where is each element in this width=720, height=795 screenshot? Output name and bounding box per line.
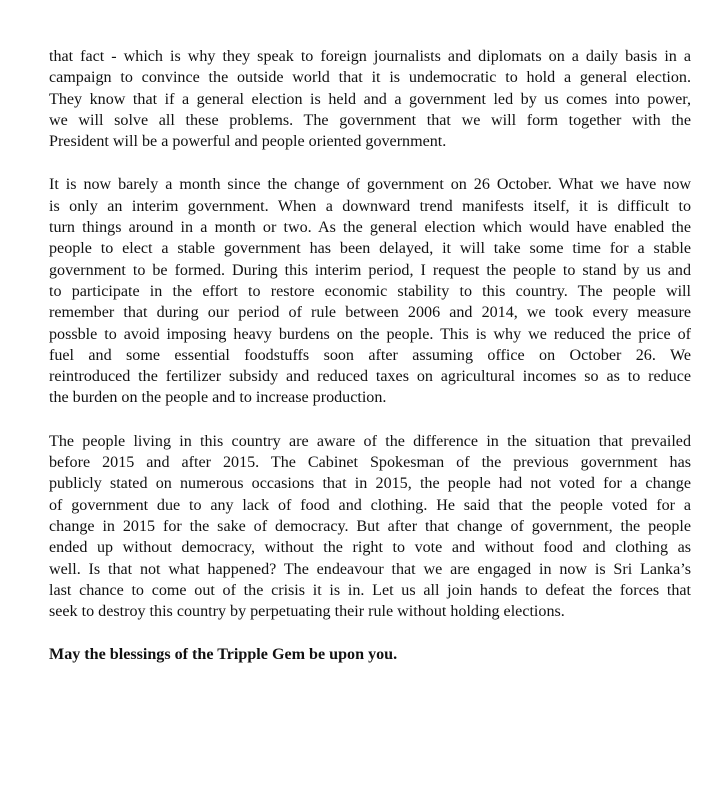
text-line: of government due to any lack of food and clothing. He said that the people voted for a bbox=[49, 496, 691, 514]
text-line: The people living in this country are aware of the difference in the situation that prevailed bbox=[49, 432, 691, 450]
text-line: well. Is that not what happened? The endeavour that we are engaged in now is Sri Lanka’s bbox=[49, 560, 691, 578]
text-line: President will be a powerful and people oriented government. bbox=[49, 133, 447, 151]
paragraph-2 bbox=[49, 174, 691, 408]
text-line: government to be formed. During this interim period, I request the people to stand by us and bbox=[49, 261, 691, 279]
text-line: turn things around in a month or two. As the general election which would have enabled the bbox=[49, 219, 691, 237]
text-line: before 2015 and after 2015. The Cabinet Spokesman of the previous government has bbox=[49, 454, 691, 472]
text-line: It is now barely a month since the change of government on 26 October. What we have now bbox=[49, 176, 691, 194]
text-line: campaign to convince the outside world that it is undemocratic to hold a general election. bbox=[49, 69, 691, 87]
text-line: to participate in the effort to restore economic stability to this country. The people will bbox=[49, 282, 691, 300]
text-line: ended up without democracy, without the right to vote and without food and clothing as bbox=[49, 539, 691, 557]
text-line: publicly stated on numerous occasions that in 2015, the people had not voted for a change bbox=[49, 475, 691, 493]
document-page bbox=[49, 46, 691, 666]
text-line: seek to destroy this country by perpetuating their rule without holding elections. bbox=[49, 603, 565, 621]
text-line: the burden on the people and to increase production. bbox=[49, 389, 387, 407]
paragraph-1 bbox=[49, 46, 691, 152]
closing-blessing: May the blessings of the Tripple Gem be upon you. bbox=[49, 646, 398, 664]
text-line: we will solve all these problems. The government that we will form together with the bbox=[49, 111, 691, 129]
text-line: is only an interim government. When a downward trend manifests itself, it is difficult to bbox=[49, 197, 691, 215]
text-line: remember that during our period of rule between 2006 and 2014, we took every measure bbox=[49, 304, 691, 322]
text-line: reintroduced the fertilizer subsidy and reduced taxes on agricultural incomes so as to reduce bbox=[49, 368, 691, 386]
paragraph-3 bbox=[49, 431, 691, 623]
text-line: last chance to come out of the crisis it is in. Let us all join hands to defeat the forces that bbox=[49, 581, 691, 599]
text-line: people to elect a stable government has been delayed, it will take some time for a stable bbox=[49, 240, 691, 258]
text-line: that fact - which is why they speak to foreign journalists and diplomats on a daily basis in a bbox=[49, 48, 691, 65]
text-line: They know that if a general election is held and a government led by us comes into power, bbox=[49, 90, 691, 108]
text-line: possble to avoid imposing heavy burdens on the people. This is why we reduced the price of bbox=[49, 325, 691, 343]
text-line: change in 2015 for the sake of democracy. But after that change of government, the people bbox=[49, 517, 691, 535]
text-line: fuel and some essential foodstuffs soon after assuming office on October 26. We bbox=[49, 346, 691, 364]
